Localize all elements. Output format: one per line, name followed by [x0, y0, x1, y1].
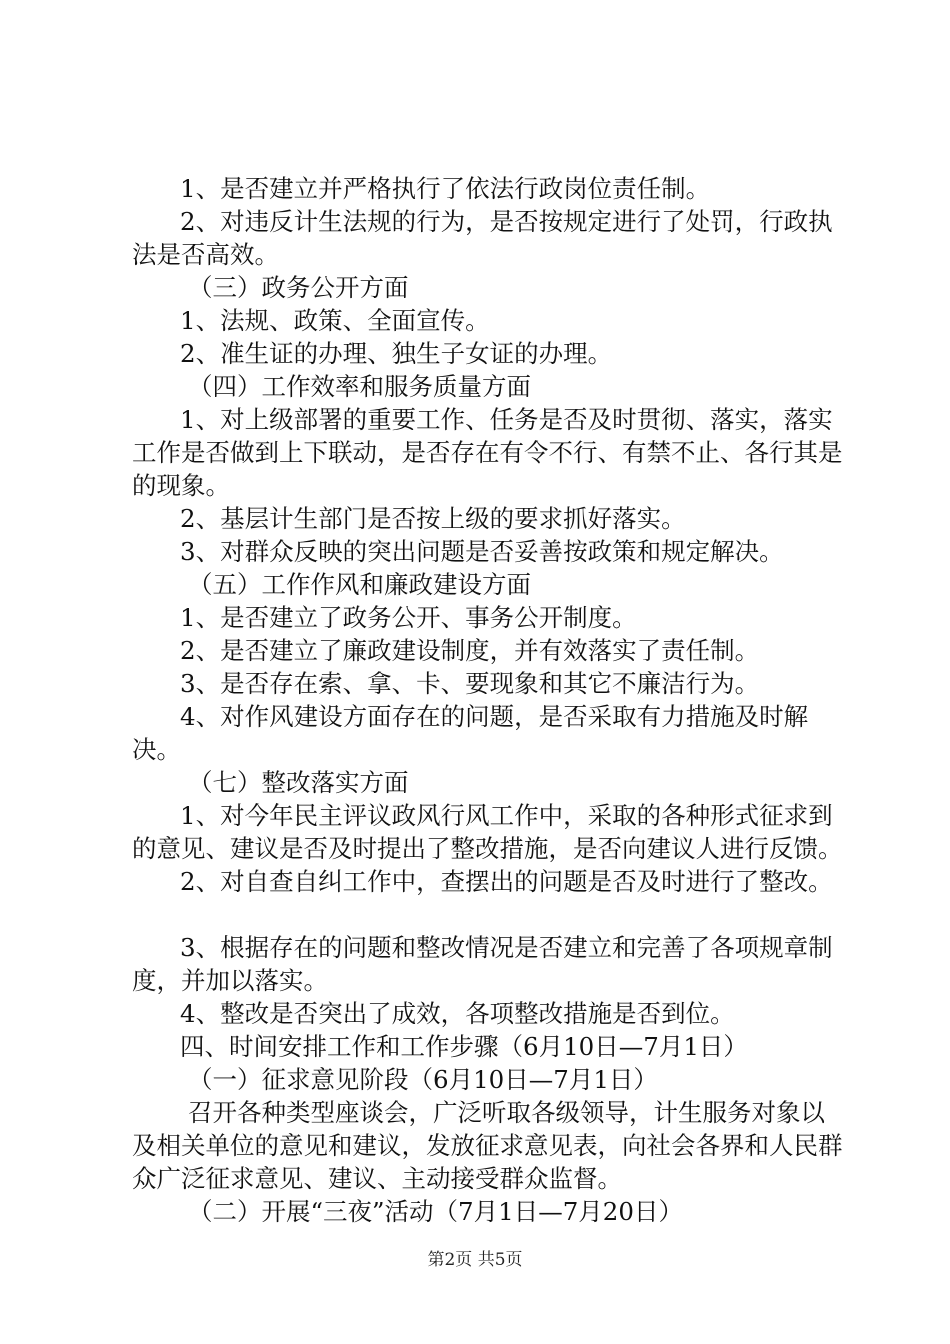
- item-2-integrity-system: 2、是否建立了廉政建设制度，并有效落实了责任制。: [180, 636, 760, 665]
- item-1-implementation: 1、对上级部署的重要工作、任务是否及时贯彻、落实，落实工作是否做到上下联动，是否存在有令不行、有禁不止、各行其是的现象。: [132, 405, 843, 500]
- section-heading-7: （七）整改落实方面: [188, 768, 409, 797]
- item-3-regulations: 3、根据存在的问题和整改情况是否建立和完善了各项规章制度，并加以落实。: [132, 933, 833, 995]
- item-2-self-check: 2、对自查自纠工作中，查摆出的问题是否及时进行了整改。: [180, 867, 833, 896]
- section-heading-schedule: 四、时间安排工作和工作步骤（6月10日—7月1日）: [180, 1032, 748, 1061]
- item-2-enforcement: 2、对违反计生法规的行为，是否按规定进行了处罚，行政执法是否高效。: [132, 207, 833, 269]
- item-4-results: 4、整改是否突出了成效，各项整改措施是否到位。: [180, 999, 735, 1028]
- item-1-openness-system: 1、是否建立了政务公开、事务公开制度。: [180, 603, 637, 632]
- item-3-public-issues: 3、对群众反映的突出问题是否妥善按政策和规定解决。: [180, 537, 784, 566]
- item-1-publicity: 1、法规、政策、全面宣传。: [180, 306, 490, 335]
- item-1-feedback: 1、对今年民主评议政风行风工作中，采取的各种形式征求到的意见、建议是否及时提出了整改措施，是否向建议人进行反馈。: [132, 801, 843, 863]
- item-3-misconduct: 3、是否存在索、拿、卡、要现象和其它不廉洁行为。: [180, 669, 760, 698]
- blank-line: [132, 898, 847, 931]
- document-body: [132, 172, 847, 1228]
- item-2-certificates: 2、准生证的办理、独生子女证的办理。: [180, 339, 613, 368]
- phase-heading-2: （二）开展“三夜”活动（7月1日—7月20日）: [188, 1197, 683, 1226]
- phase-heading-1: （一）征求意见阶段（6月10日—7月1日）: [188, 1065, 658, 1094]
- phase-1-description: 召开各种类型座谈会，广泛听取各级领导，计生服务对象以及相关单位的意见和建议，发放征求意见表，向社会各界和人民群众广泛征求意见、建议、主动接受群众监督。: [132, 1098, 843, 1193]
- item-1-responsibility: 1、是否建立并严格执行了依法行政岗位责任制。: [180, 174, 711, 203]
- item-4-style-issues: 4、对作风建设方面存在的问题，是否采取有力措施及时解决。: [132, 702, 809, 764]
- section-heading-3: （三）政务公开方面: [188, 273, 409, 302]
- section-heading-5: （五）工作作风和廉政建设方面: [188, 570, 531, 599]
- page-number-footer: 第2页 共5页: [427, 1250, 523, 1270]
- section-heading-4: （四）工作效率和服务质量方面: [188, 372, 531, 401]
- item-2-grassroots: 2、基层计生部门是否按上级的要求抓好落实。: [180, 504, 686, 533]
